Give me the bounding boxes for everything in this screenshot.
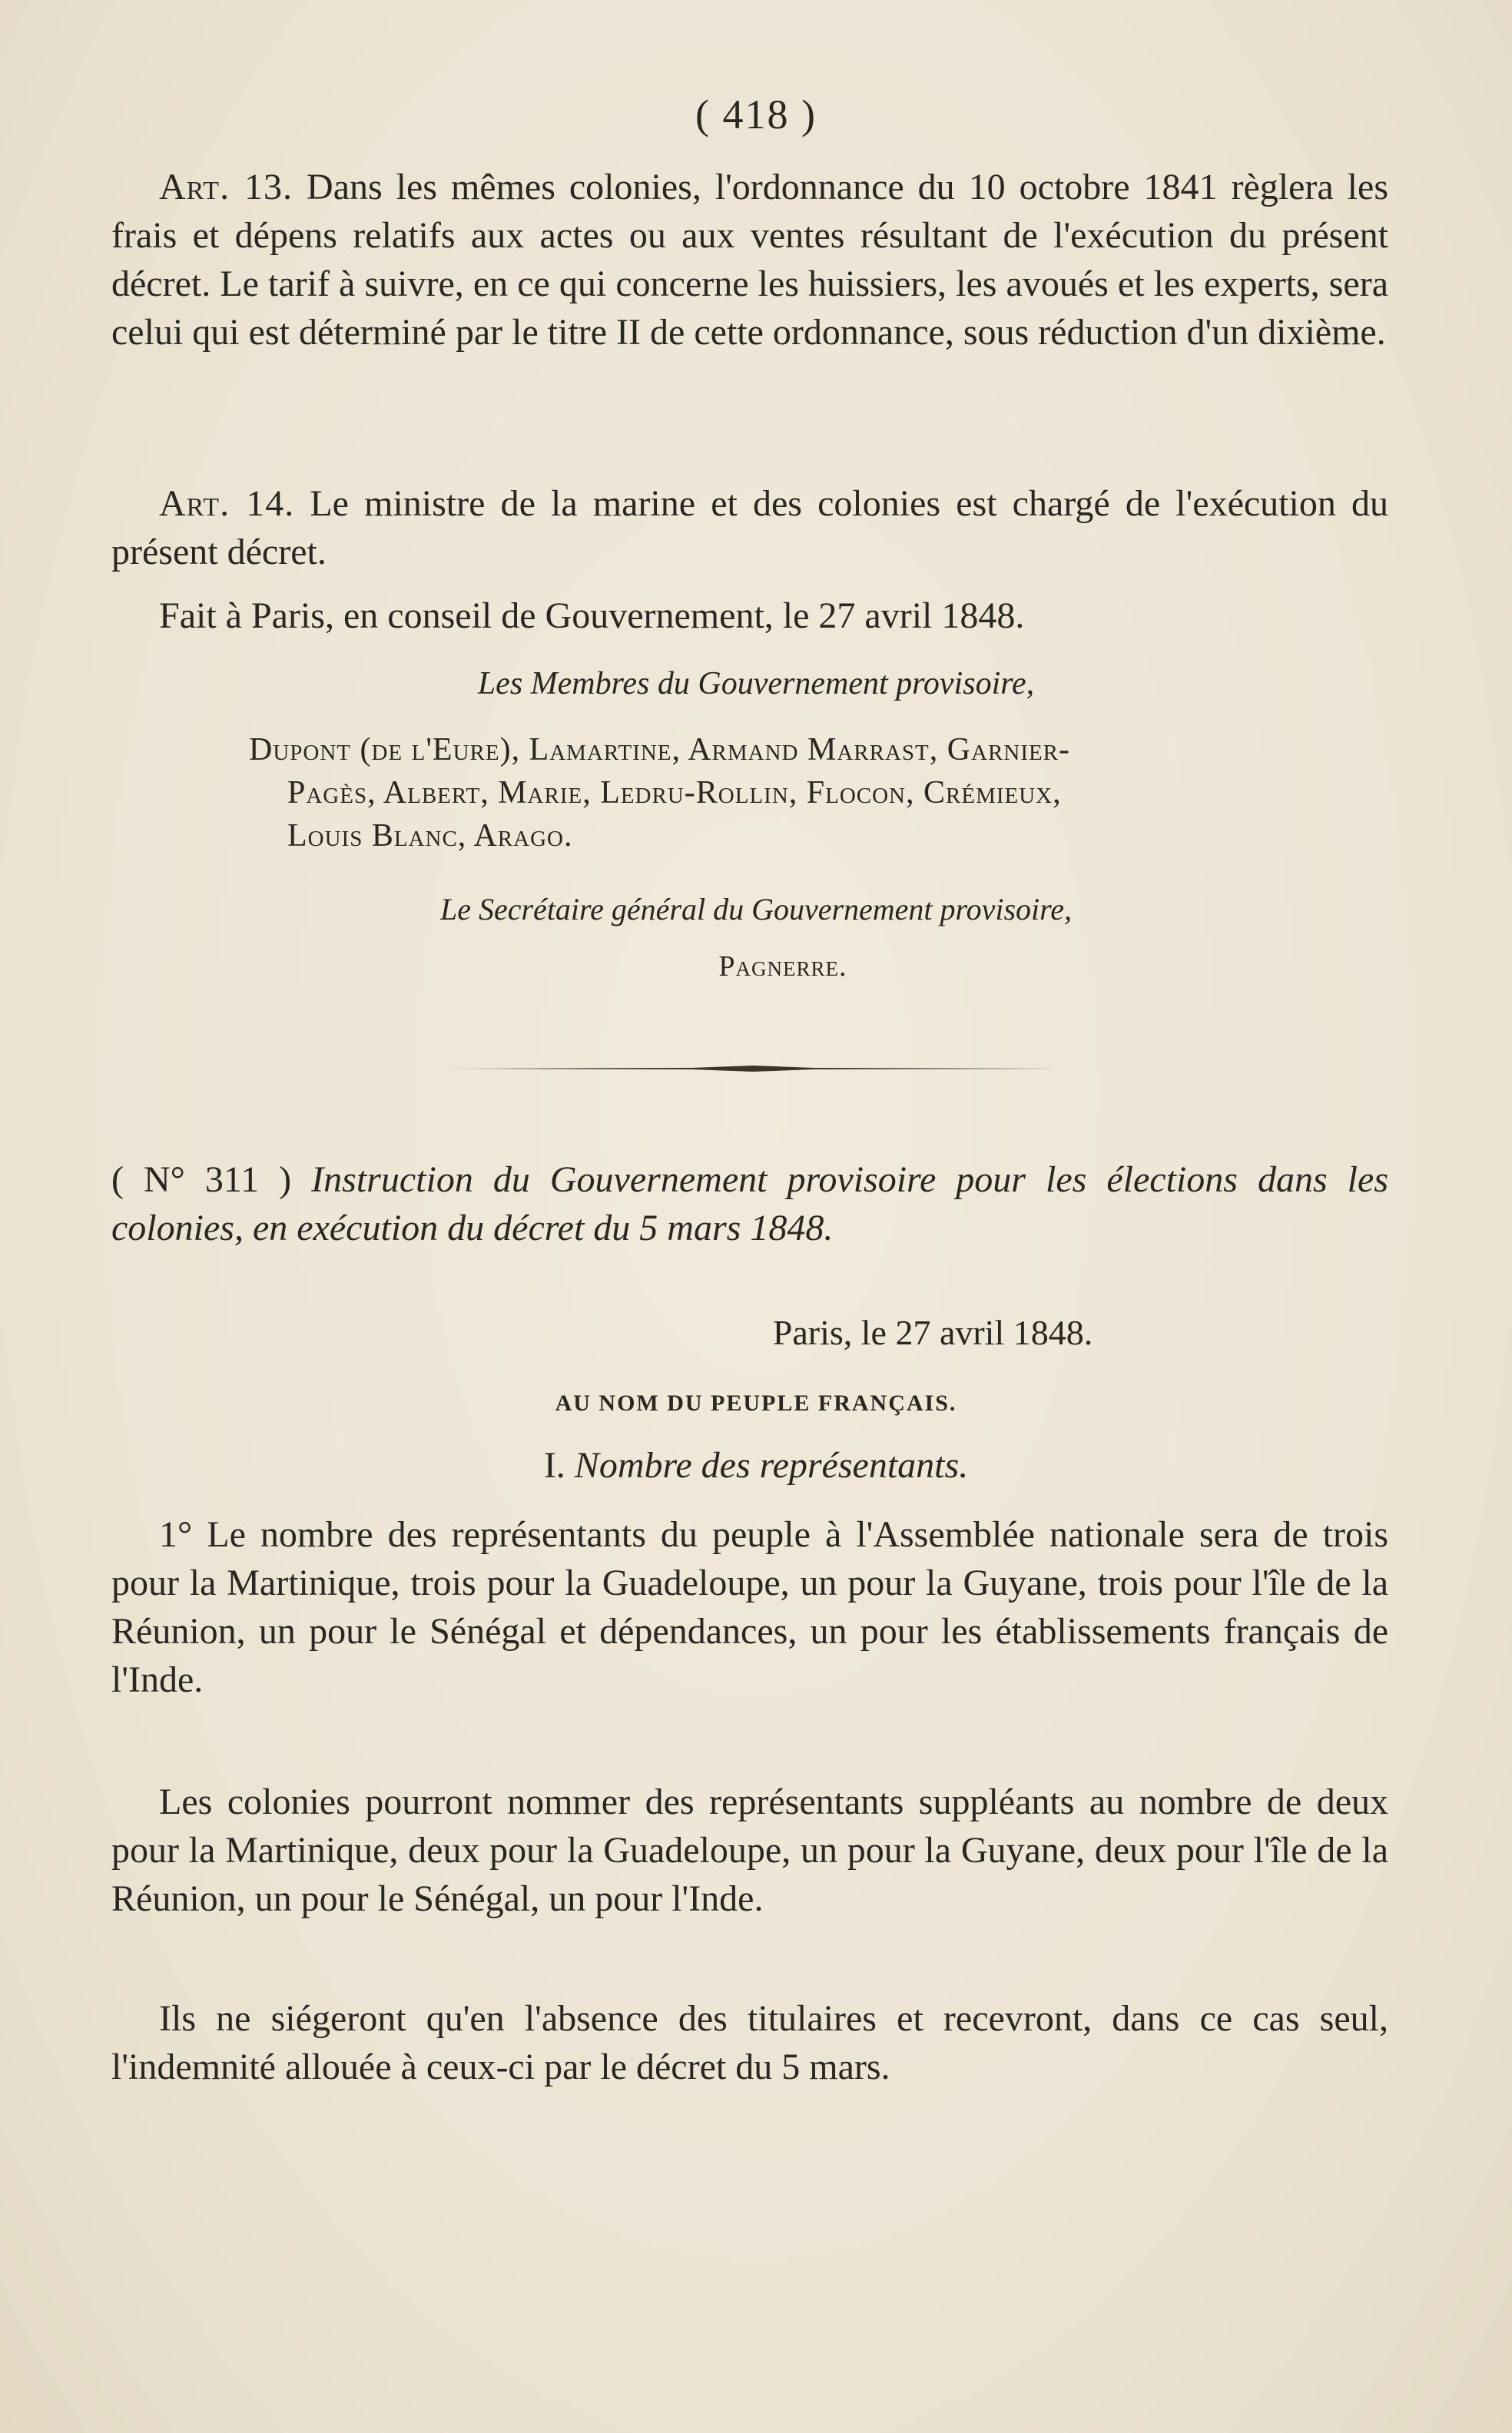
separator-rule	[446, 1065, 1060, 1072]
secretary-name: Pagnerre.	[718, 950, 847, 983]
section-heading	[0, 1444, 1512, 1487]
done-at-text: Fait à Paris, en conseil de Gouvernement, le 27 avril 1848.	[159, 595, 1025, 636]
page-number: ( 418 )	[695, 91, 817, 138]
paragraph-2	[111, 1778, 1388, 1923]
place-date: Paris, le 27 avril 1848.	[772, 1313, 1093, 1352]
signatures-intro: Les Membres du Gouvernement provisoire,	[477, 666, 1035, 701]
article-14-text: Le ministre de la marine et des colonies est chargé de l'exécution du présent décret.	[111, 483, 1388, 572]
paragraph-text: Les colonies pourront nommer des représentants suppléants au nombre de deux pour la Martinique, deux pour la Guadeloupe, un pour la Guyane, deux pour l'île de la Réunion, un pour le Sénégal, un pour l'Inde.	[111, 1782, 1388, 1919]
article-13	[111, 163, 1388, 356]
proclamation-heading: AU NOM DU PEUPLE FRANÇAIS.	[555, 1391, 957, 1416]
signatories	[249, 728, 1391, 857]
signatories-line: Pagès, Albert, Marie, Ledru-Rollin, Flocon, Crémieux,	[287, 775, 1062, 810]
signatories-line: Louis Blanc, Arago.	[287, 818, 573, 854]
signatories-line: Dupont (de l'Eure), Lamartine, Armand Marrast, Garnier-	[249, 732, 1071, 767]
section-number: I.	[543, 1445, 565, 1486]
done-at	[111, 592, 1388, 640]
instruction-title: Instruction du Gouvernement provisoire pour les élections dans les colonies, en exécution du décret du 5 mars 1848.	[111, 1159, 1388, 1248]
article-14	[111, 479, 1388, 576]
article-14-label: Art. 14.	[159, 483, 295, 524]
instruction-header	[111, 1155, 1388, 1252]
article-13-label: Art. 13.	[159, 167, 293, 207]
instruction-number: ( N° 311 )	[111, 1159, 292, 1200]
paragraph-3	[111, 1994, 1388, 2091]
paragraph-text: Ils ne siégeront qu'en l'absence des titulaires et recevront, dans ce cas seul, l'indemnité allouée à ceux-ci par le décret du 5 mars.	[111, 1998, 1388, 2087]
secretary-intro: Le Secrétaire général du Gouvernement provisoire,	[439, 892, 1072, 926]
article-13-text: Dans les mêmes colonies, l'ordonnance du 10 octobre 1841 règlera les frais et dépens relatifs aux actes ou aux ventes résultant de l'exécution du présent décret. Le tarif à suivre, en ce qui concerne les huissiers, les avoués et les experts, sera celui qui est déterminé par le titre II de cette ordonnance, sous réduction d'un dixième.	[111, 167, 1388, 353]
paragraph-text: 1° Le nombre des représentants du peuple à l'Assemblée nationale sera de trois pour la Martinique, trois pour la Guadeloupe, un pour la Guyane, trois pour l'île de la Réunion, un pour le Sénégal et dépendances, un pour les établissements français de l'Inde.	[111, 1514, 1388, 1700]
paragraph-1	[111, 1510, 1388, 1704]
section-title: Nombre des représentants.	[574, 1445, 969, 1486]
